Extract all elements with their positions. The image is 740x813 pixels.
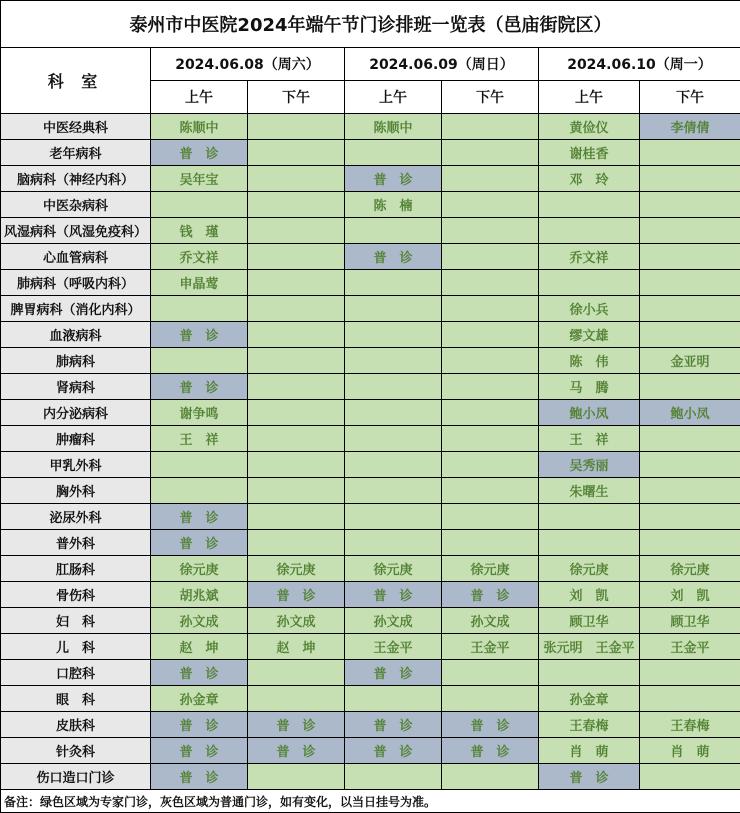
expert-clinic-cell [345,270,442,296]
expert-clinic-cell: 孙金章 [151,686,248,712]
expert-clinic-cell [248,218,345,244]
expert-clinic-cell [640,322,740,348]
expert-clinic-cell [442,504,539,530]
department-name: 肾病科 [1,374,151,400]
expert-clinic-cell [640,166,740,192]
expert-clinic-cell: 金亚明 [640,348,740,374]
expert-clinic-cell [640,218,740,244]
expert-clinic-cell [151,192,248,218]
table-row [1,140,740,166]
expert-clinic-cell [442,322,539,348]
department-name: 肺病科（呼吸内科） [1,270,151,296]
expert-clinic-cell [248,530,345,556]
expert-clinic-cell: 徐元庚 [151,556,248,582]
general-clinic-cell: 普 诊 [345,244,442,270]
table-row [1,426,740,452]
expert-clinic-cell: 缪文雄 [539,322,640,348]
expert-clinic-cell [248,192,345,218]
expert-clinic-cell: 钱 瑾 [151,218,248,244]
general-clinic-cell: 普 诊 [248,712,345,738]
date-header-0609: 2024.06.09（周日） [345,48,539,81]
department-name: 肿瘤科 [1,426,151,452]
expert-clinic-cell [345,400,442,426]
general-clinic-cell: 普 诊 [442,582,539,608]
footnote: 备注：绿色区域为专家门诊，灰色区域为普通门诊，如有变化，以当日挂号为准。 [1,790,740,813]
expert-clinic-cell [345,764,442,790]
expert-clinic-cell [248,426,345,452]
schedule-rows [1,114,740,790]
expert-clinic-cell [248,478,345,504]
expert-clinic-cell: 顾卫华 [539,608,640,634]
expert-clinic-cell: 肖 萌 [640,738,740,764]
table-row [1,114,740,140]
department-name: 脑病科（神经内科） [1,166,151,192]
department-name: 血液病科 [1,322,151,348]
department-name: 肺病科 [1,348,151,374]
general-clinic-cell: 普 诊 [151,712,248,738]
table-row [1,348,740,374]
expert-clinic-cell: 朱曙生 [539,478,640,504]
department-name: 甲乳外科 [1,452,151,478]
table-row [1,764,740,790]
general-clinic-cell: 普 诊 [345,738,442,764]
department-name: 普外科 [1,530,151,556]
department-name: 伤口造口门诊 [1,764,151,790]
department-name: 风湿病科（风湿免疫科） [1,218,151,244]
department-name: 胸外科 [1,478,151,504]
expert-clinic-cell [442,166,539,192]
department-name: 中医经典科 [1,114,151,140]
expert-clinic-cell [151,296,248,322]
expert-clinic-cell [442,452,539,478]
department-name: 老年病科 [1,140,151,166]
expert-clinic-cell [442,374,539,400]
expert-clinic-cell [442,244,539,270]
general-clinic-cell: 普 诊 [151,140,248,166]
expert-clinic-cell: 申晶莺 [151,270,248,296]
am-header: 上午 [345,81,442,114]
general-clinic-cell: 普 诊 [442,738,539,764]
department-name: 中医杂病科 [1,192,151,218]
expert-clinic-cell: 王金平 [640,634,740,660]
expert-clinic-cell [248,296,345,322]
expert-clinic-cell [640,140,740,166]
expert-clinic-cell [442,114,539,140]
expert-clinic-cell [640,296,740,322]
expert-clinic-cell: 陈 伟 [539,348,640,374]
expert-clinic-cell [539,660,640,686]
expert-clinic-cell: 乔文祥 [151,244,248,270]
expert-clinic-cell [248,452,345,478]
table-row [1,504,740,530]
department-name: 骨伤科 [1,582,151,608]
expert-clinic-cell [345,686,442,712]
expert-clinic-cell [640,660,740,686]
general-clinic-cell: 鲍小凤 [640,400,740,426]
general-clinic-cell: 普 诊 [345,166,442,192]
table-row [1,400,740,426]
expert-clinic-cell [442,400,539,426]
general-clinic-cell: 普 诊 [151,764,248,790]
table-row [1,192,740,218]
expert-clinic-cell [640,530,740,556]
expert-clinic-cell [442,686,539,712]
department-name: 脾胃病科（消化内科） [1,296,151,322]
expert-clinic-cell [539,504,640,530]
expert-clinic-cell [442,764,539,790]
expert-clinic-cell [640,270,740,296]
expert-clinic-cell [248,400,345,426]
department-name: 针灸科 [1,738,151,764]
expert-clinic-cell [345,348,442,374]
general-clinic-cell: 普 诊 [442,712,539,738]
expert-clinic-cell: 徐小兵 [539,296,640,322]
expert-clinic-cell: 胡兆斌 [151,582,248,608]
expert-clinic-cell: 孙文成 [248,608,345,634]
expert-clinic-cell [248,140,345,166]
expert-clinic-cell [640,426,740,452]
table-row [1,712,740,738]
expert-clinic-cell [248,764,345,790]
table-row [1,686,740,712]
date-header-0608: 2024.06.08（周六） [151,48,345,81]
expert-clinic-cell [345,296,442,322]
expert-clinic-cell [248,166,345,192]
expert-clinic-cell: 邓 玲 [539,166,640,192]
department-name: 口腔科 [1,660,151,686]
expert-clinic-cell: 王春梅 [539,712,640,738]
expert-clinic-cell [151,478,248,504]
table-row [1,738,740,764]
general-clinic-cell: 普 诊 [151,738,248,764]
expert-clinic-cell [640,374,740,400]
page-title: 泰州市中医院2024年端午节门诊排班一览表（邑庙街院区） [1,1,740,48]
expert-clinic-cell [442,660,539,686]
table-row [1,478,740,504]
expert-clinic-cell [442,140,539,166]
am-header: 上午 [151,81,248,114]
table-row [1,452,740,478]
expert-clinic-cell [345,374,442,400]
expert-clinic-cell: 马 腾 [539,374,640,400]
department-header: 科 室 [1,48,151,114]
expert-clinic-cell [345,504,442,530]
expert-clinic-cell: 肖 萌 [539,738,640,764]
expert-clinic-cell: 刘 凯 [539,582,640,608]
expert-clinic-cell: 徐元庚 [345,556,442,582]
expert-clinic-cell [442,192,539,218]
general-clinic-cell: 普 诊 [345,712,442,738]
table-row [1,218,740,244]
general-clinic-cell: 普 诊 [151,660,248,686]
general-clinic-cell: 鲍小凤 [539,400,640,426]
expert-clinic-cell: 王金平 [345,634,442,660]
department-name: 妇 科 [1,608,151,634]
date-header-0610: 2024.06.10（周一） [539,48,740,81]
expert-clinic-cell [640,244,740,270]
expert-clinic-cell: 徐元庚 [248,556,345,582]
table-row [1,166,740,192]
general-clinic-cell: 普 诊 [345,660,442,686]
expert-clinic-cell: 陈 楠 [345,192,442,218]
expert-clinic-cell: 谢争鸣 [151,400,248,426]
expert-clinic-cell [640,764,740,790]
expert-clinic-cell: 徐元庚 [640,556,740,582]
expert-clinic-cell [640,452,740,478]
department-name: 眼 科 [1,686,151,712]
expert-clinic-cell [442,348,539,374]
expert-clinic-cell [442,296,539,322]
expert-clinic-cell [248,374,345,400]
expert-clinic-cell: 刘 凯 [640,582,740,608]
expert-clinic-cell: 乔文祥 [539,244,640,270]
expert-clinic-cell [248,504,345,530]
expert-clinic-cell: 陈顺中 [151,114,248,140]
expert-clinic-cell [345,140,442,166]
expert-clinic-cell [345,426,442,452]
table-row [1,608,740,634]
expert-clinic-cell [151,452,248,478]
expert-clinic-cell [640,504,740,530]
expert-clinic-cell: 孙金章 [539,686,640,712]
expert-clinic-cell [539,270,640,296]
table-row [1,244,740,270]
table-row [1,634,740,660]
general-clinic-cell: 普 诊 [151,530,248,556]
table-row [1,322,740,348]
general-clinic-cell: 吴秀丽 [539,452,640,478]
expert-clinic-cell [442,218,539,244]
department-name: 内分泌病科 [1,400,151,426]
expert-clinic-cell [248,322,345,348]
general-clinic-cell: 普 诊 [151,322,248,348]
table-row [1,374,740,400]
table-row [1,660,740,686]
expert-clinic-cell [640,478,740,504]
expert-clinic-cell [345,218,442,244]
department-name: 皮肤科 [1,712,151,738]
expert-clinic-cell [442,270,539,296]
expert-clinic-cell [345,322,442,348]
expert-clinic-cell: 徐元庚 [539,556,640,582]
am-header: 上午 [539,81,640,114]
general-clinic-cell: 普 诊 [539,764,640,790]
expert-clinic-cell [442,478,539,504]
expert-clinic-cell [539,192,640,218]
expert-clinic-cell [539,218,640,244]
pm-header: 下午 [442,81,539,114]
table-row [1,270,740,296]
expert-clinic-cell [442,530,539,556]
expert-clinic-cell [345,452,442,478]
pm-header: 下午 [640,81,740,114]
pm-header: 下午 [248,81,345,114]
expert-clinic-cell: 王金平 [442,634,539,660]
expert-clinic-cell [640,686,740,712]
expert-clinic-cell: 孙文成 [345,608,442,634]
expert-clinic-cell [345,530,442,556]
expert-clinic-cell [248,114,345,140]
general-clinic-cell: 普 诊 [151,504,248,530]
expert-clinic-cell [640,192,740,218]
expert-clinic-cell: 徐元庚 [442,556,539,582]
expert-clinic-cell: 赵 坤 [248,634,345,660]
expert-clinic-cell [151,348,248,374]
expert-clinic-cell: 顾卫华 [640,608,740,634]
table-row [1,530,740,556]
department-name: 泌尿外科 [1,504,151,530]
table-row [1,556,740,582]
expert-clinic-cell [539,530,640,556]
expert-clinic-cell: 赵 坤 [151,634,248,660]
expert-clinic-cell: 张元明 王金平 [539,634,640,660]
department-name: 心血管病科 [1,244,151,270]
expert-clinic-cell: 王 祥 [151,426,248,452]
expert-clinic-cell: 谢桂香 [539,140,640,166]
expert-clinic-cell [248,348,345,374]
table-row [1,296,740,322]
general-clinic-cell: 普 诊 [345,582,442,608]
expert-clinic-cell: 陈顺中 [345,114,442,140]
expert-clinic-cell: 黄俭仪 [539,114,640,140]
expert-clinic-cell: 吴年宝 [151,166,248,192]
general-clinic-cell: 普 诊 [248,582,345,608]
expert-clinic-cell: 孙文成 [442,608,539,634]
expert-clinic-cell [248,686,345,712]
expert-clinic-cell [248,244,345,270]
table-row [1,582,740,608]
general-clinic-cell: 李倩倩 [640,114,740,140]
department-name: 儿 科 [1,634,151,660]
expert-clinic-cell: 王春梅 [640,712,740,738]
general-clinic-cell: 普 诊 [151,374,248,400]
general-clinic-cell: 普 诊 [248,738,345,764]
expert-clinic-cell: 孙文成 [151,608,248,634]
expert-clinic-cell [442,426,539,452]
expert-clinic-cell [248,270,345,296]
expert-clinic-cell [345,478,442,504]
expert-clinic-cell: 王 祥 [539,426,640,452]
department-name: 肛肠科 [1,556,151,582]
expert-clinic-cell [248,660,345,686]
